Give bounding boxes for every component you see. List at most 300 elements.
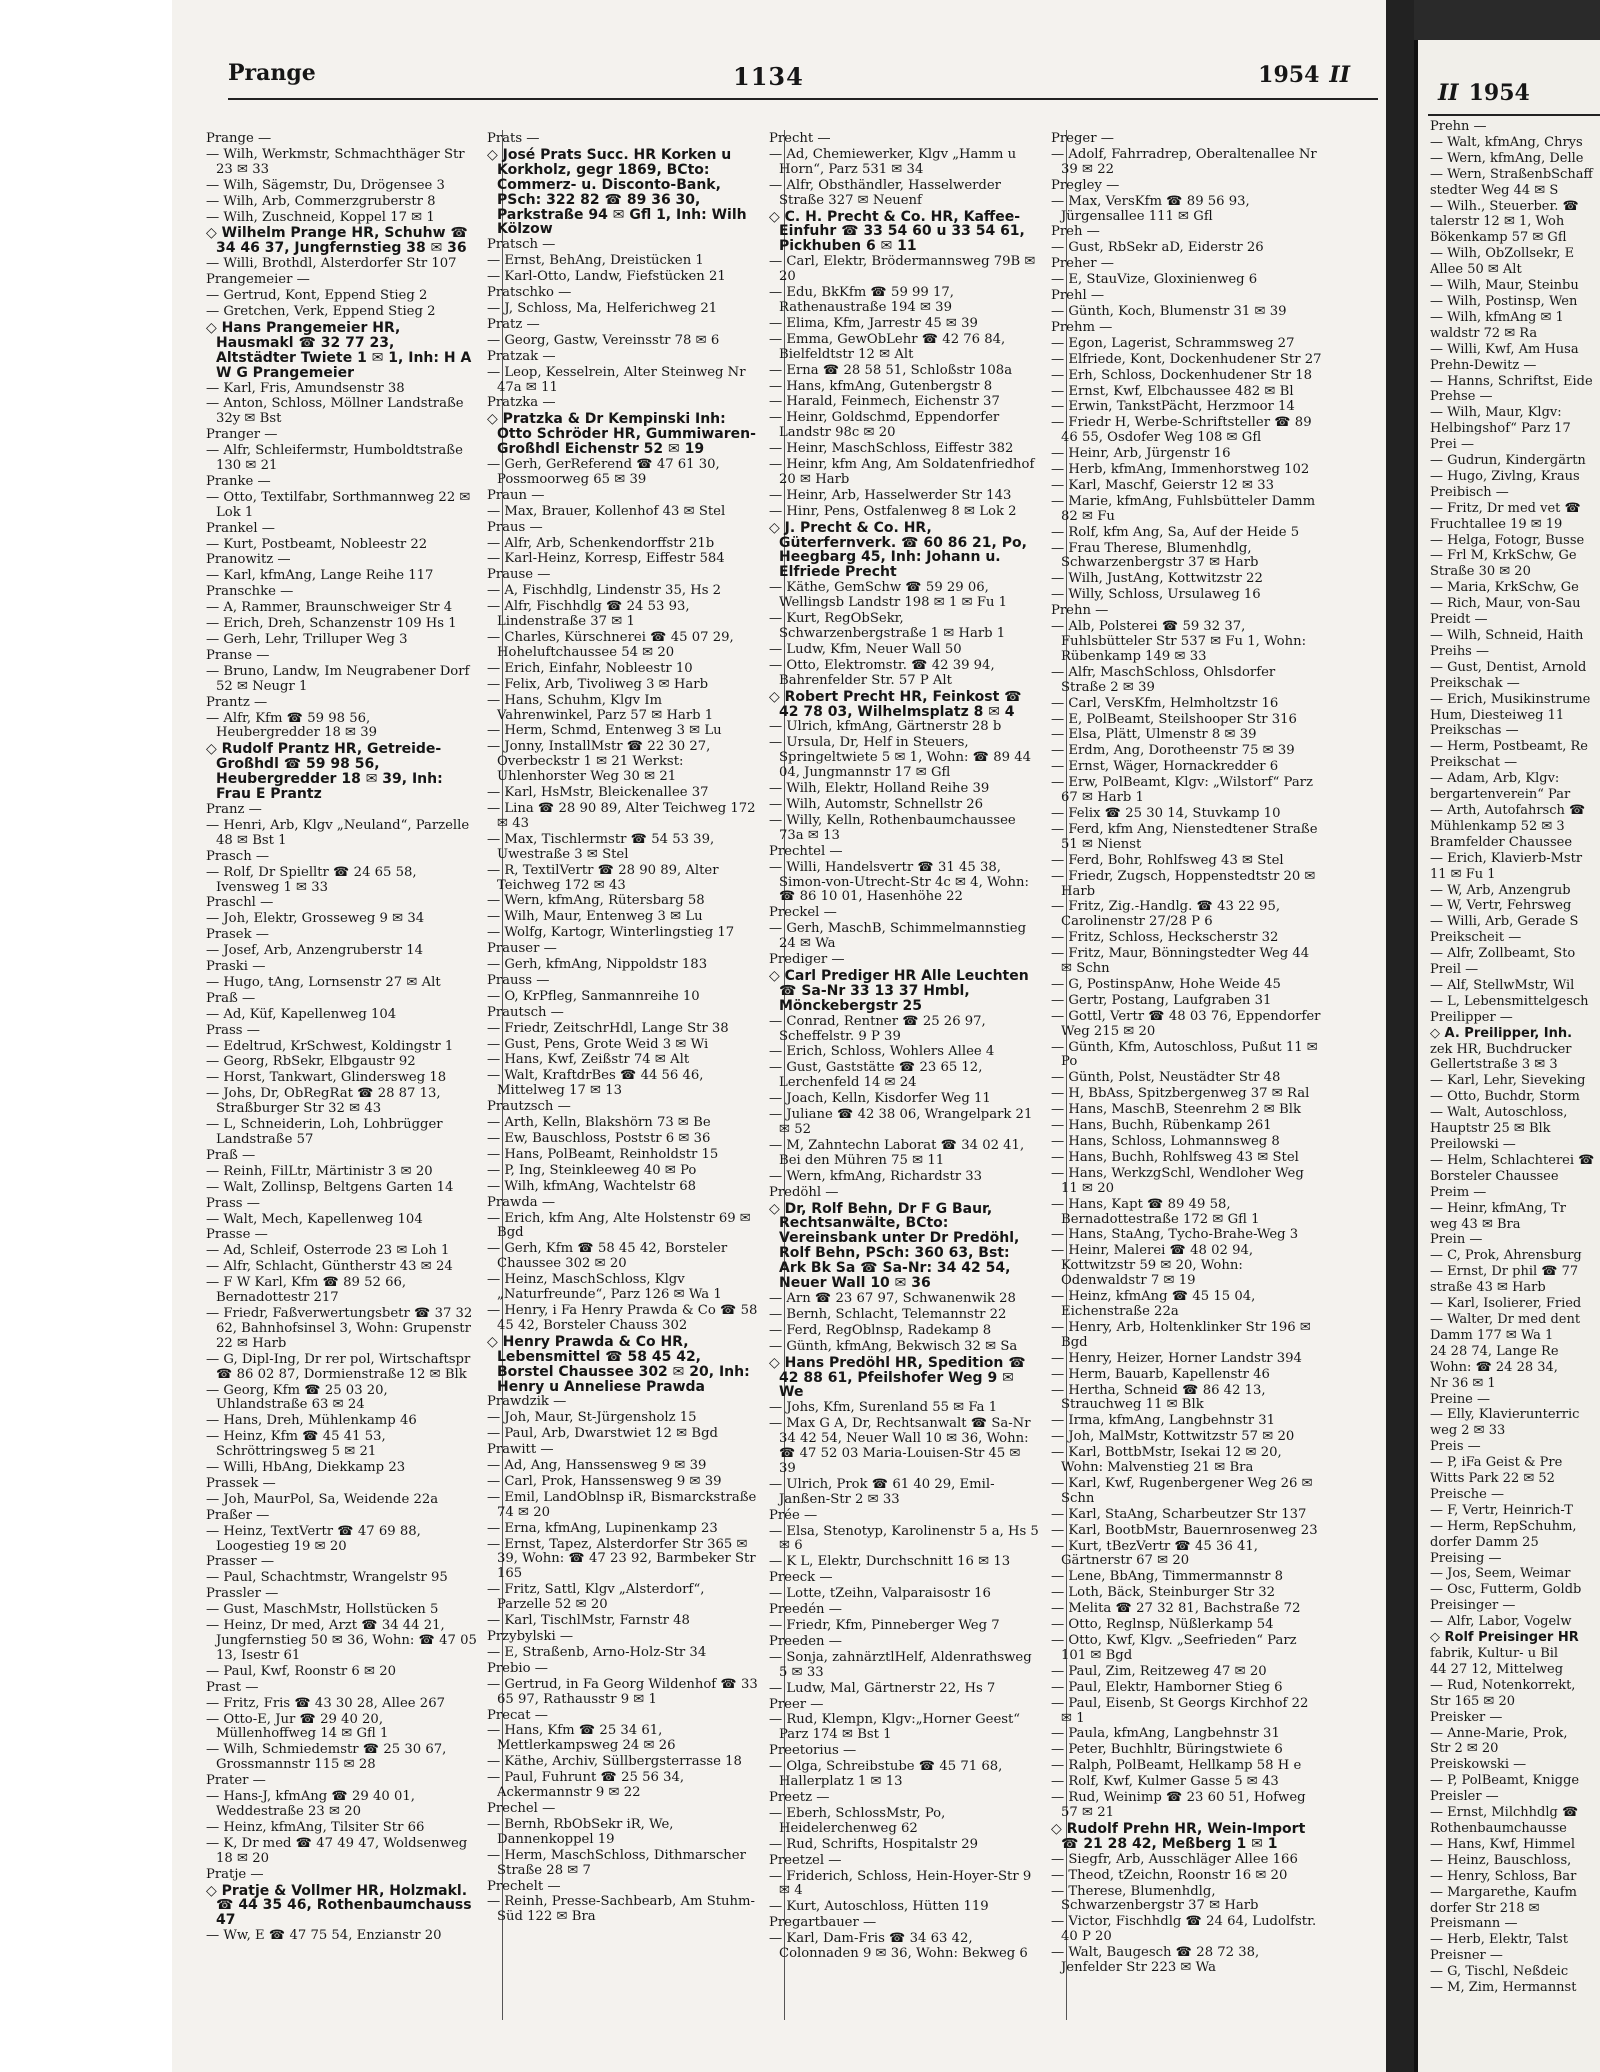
directory-entry: — Heinz, TextVertr ☎ 47 69 88, Loogestieg 19 ✉ 20	[206, 1523, 421, 1554]
directory-entry: — Fritz, Schloss, Heckscherstr 32	[1051, 930, 1279, 946]
directory-entry: ◇ Rudolf Prehn HR, Wein-Import ☎ 21 28 42, Meßberg 1 ✉ 1	[1051, 1820, 1306, 1852]
surname-heading: Prawitt —	[487, 1442, 554, 1458]
directory-entry: — Joach, Kelln, Kisdorfer Weg 11	[769, 1091, 991, 1107]
facing-page-entry: Nr 36 ✉ 1	[1430, 1375, 1496, 1391]
directory-entry: — Rolf, Kwf, Kulmer Gasse 5 ✉ 43	[1051, 1774, 1279, 1790]
directory-entry: — Karl, Dam-Fris ☎ 34 63 42, Colonnaden 9 ✉ 36, Wohn: Bekweg 6	[769, 1931, 1028, 1962]
facing-page-entry: — Willi, Arb, Gerade S	[1430, 914, 1579, 930]
directory-entry: — Frau Therese, Blumenhdlg, Schwarzenbergstr 37 ✉ Harb	[1051, 540, 1259, 571]
facing-page-entry: Mühlenkamp 52 ✉ 3	[1430, 818, 1565, 834]
page-header	[228, 58, 1378, 100]
facing-page-entry: Damm 177 ✉ Wa 1	[1430, 1327, 1554, 1343]
surname-heading: Prantz —	[206, 694, 268, 710]
directory-entry: — Erna, kfmAng, Lupinenkamp 23	[487, 1520, 718, 1536]
directory-entry: — Therese, Blumenhdlg, Schwarzenbergstr 37 ✉ Harb	[1051, 1883, 1259, 1914]
directory-entry: — Siegfr, Arb, Ausschläger Allee 166	[1051, 1851, 1298, 1867]
directory-entry: — Conrad, Rentner ☎ 25 26 97, Scheffelstr. 9 P 39	[769, 1013, 986, 1044]
directory-entry: — Max, Brauer, Kollenhof 43 ✉ Stel	[487, 503, 726, 519]
directory-entry: — Hans, StaAng, Tycho-Brahe-Weg 3	[1051, 1227, 1299, 1243]
directory-entry: ◇ Rudolf Prantz HR, Getreide-Großhdl ☎ 59 98 56, Heubergredder 18 ✉ 39, Inh: Frau E Prantz	[206, 741, 443, 803]
facing-page-entry: Bramfelder Chaussee	[1430, 834, 1573, 850]
surname-heading: Prass —	[206, 1195, 260, 1211]
directory-entry: — Friedr H, Werbe-Schriftsteller ☎ 89 46 55, Osdofer Weg 108 ✉ Gfl	[1051, 415, 1312, 446]
facing-page-entry: — Rich, Maur, von-Sau	[1430, 596, 1581, 612]
surname-heading: Praus —	[487, 519, 543, 535]
book-gutter	[1386, 0, 1414, 2072]
surname-heading: Preedén —	[769, 1602, 842, 1618]
directory-entry: — Elima, Kfm, Jarrestr 45 ✉ 39	[769, 315, 978, 331]
surname-heading: Pregartbauer —	[769, 1915, 877, 1931]
directory-entry: — Ernst, Kwf, Elbchaussee 482 ✉ Bl	[1051, 383, 1294, 399]
directory-entry: — Juliane ☎ 42 38 06, Wrangelpark 21 ✉ 52	[769, 1107, 1033, 1137]
header-year: 1954	[1258, 62, 1320, 88]
directory-entry: — P, Ing, Steinkleeweg 40 ✉ Po	[487, 1162, 697, 1178]
surname-heading: Prasch —	[206, 848, 270, 864]
surname-heading: Prauss —	[487, 972, 550, 988]
directory-entry: — Ulrich, kfmAng, Gärtnerstr 28 b	[769, 719, 1002, 735]
directory-entry: — Käthe, Archiv, Süllbergsterrasse 18	[487, 1754, 742, 1770]
directory-entry: — Ww, E ☎ 47 75 54, Enzianstr 20	[206, 1928, 442, 1944]
directory-entry: — Herm, Schmd, Entenweg 3 ✉ Lu	[487, 723, 722, 739]
directory-entry: — Ludw, Mal, Gärtnerstr 22, Hs 7	[769, 1680, 996, 1696]
directory-entry: — Irma, kfmAng, Langbehnstr 31	[1051, 1413, 1275, 1429]
directory-entry: — J, Schloss, Ma, Helferichweg 21	[487, 300, 718, 316]
directory-entry: — Lene, BbAng, Timmermannstr 8	[1051, 1569, 1284, 1585]
facing-page-entry: — Ernst, Milchhdlg ☎	[1430, 1805, 1579, 1821]
directory-entry: — Gertrud, Kont, Eppend Stieg 2	[206, 288, 428, 304]
directory-entry: — Gretchen, Verk, Eppend Stieg 2	[206, 303, 436, 319]
directory-entry: — Fritz, Zig.-Handlg. ☎ 43 22 95, Carolinenstr 27/28 P 6	[1051, 899, 1281, 930]
directory-entry: — Wilh, Schmiedemstr ☎ 25 30 67, Grossmannstr 115 ✉ 28	[206, 1742, 447, 1773]
directory-entry: — Ernst, Tapez, Alsterdorfer Str 365 ✉ 39, Wohn: ☎ 47 23 92, Barmbeker Str 165	[487, 1536, 756, 1582]
facing-page-entry: — Herb, Elektr, Talst	[1430, 1932, 1568, 1948]
directory-entry: — Herm, MaschSchloss, Dithmarscher Straße 28 ✉ 7	[487, 1847, 746, 1878]
facing-page-entry: — Herm, RepSchuhm,	[1430, 1518, 1577, 1534]
directory-entry: — Wilh, JustAng, Kottwitzstr 22	[1051, 571, 1263, 587]
facing-page-entry: — Heinz, Bauschloss,	[1430, 1852, 1572, 1868]
directory-entry: — Erh, Schloss, Dockenhudener Str 18	[1051, 367, 1313, 383]
directory-entry: — Max, VersKfm ☎ 89 56 93, Jürgensallee 111 ✉ Gfl	[1051, 193, 1250, 224]
surname-heading: Pranowitz —	[206, 552, 291, 568]
directory-entry: — Bernh, RbObSekr iR, We, Dannenkoppel 19	[487, 1816, 674, 1847]
surname-heading: Pregley —	[1051, 177, 1120, 193]
directory-entry: — Hertha, Schneid ☎ 86 42 13, Strauchweg 11 ✉ Blk	[1051, 1382, 1266, 1413]
directory-entry: — Henri, Arb, Klgv „Neuland“, Parzelle 48 ✉ Bst 1	[206, 817, 470, 848]
directory-entry: — E, PolBeamt, Steilshooper Str 316	[1051, 711, 1297, 727]
facing-page-entry: Bökenkamp 57 ✉ Gfl	[1430, 230, 1567, 246]
directory-entry: — Gust, RbSekr aD, Eiderstr 26	[1051, 240, 1264, 256]
directory-entry: — Kurt, tBezVertr ☎ 45 36 41, Gärtnerstr 67 ✉ 20	[1051, 1538, 1258, 1569]
directory-entry: — Paul, Elektr, Hamborner Stieg 6	[1051, 1679, 1283, 1695]
directory-entry: — Wolfg, Kartogr, Winterlingstieg 17	[487, 925, 735, 941]
directory-entry: — Edeltrud, KrSchwest, Koldingstr 1	[206, 1038, 454, 1054]
surname-heading: Praß —	[206, 1147, 256, 1163]
directory-entry: — Alb, Polsterei ☎ 59 32 37, Fuhlsbütteler Str 537 ✉ Fu 1, Wohn: Rübenkamp 149 ✉ 33	[1051, 619, 1307, 664]
directory-entry: — Paul, Zim, Reitzeweg 47 ✉ 20	[1051, 1663, 1267, 1679]
directory-entry: — Walt, Zollinsp, Beltgens Garten 14	[206, 1179, 454, 1195]
surname-heading: Preeden —	[769, 1633, 842, 1649]
facing-page-entry: — Gust, Dentist, Arnold	[1430, 659, 1587, 675]
directory-entry: — R, TextilVertr ☎ 28 90 89, Alter Teichweg 172 ✉ 43	[487, 862, 719, 893]
surname-heading: Preetz —	[769, 1789, 830, 1805]
facing-page	[1414, 40, 1600, 2072]
directory-entry: ◇ José Prats Succ. HR Korken u Korkholz, gegr 1869, BCto: Commerz- u. Disconto-Bank, PSch: 322 82 ☎ 89 36 30, Parkstraße 94 ✉ Gfl 1, Inh: Wilh Kölzow	[487, 146, 747, 238]
directory-entry: — Josef, Arb, Anzengruberstr 14	[206, 943, 424, 959]
directory-entry: — Erw, PolBeamt, Klgv: „Wilstorf“ Parz 67 ✉ Harb 1	[1051, 775, 1313, 806]
facing-page-entry: Prein —	[1430, 1232, 1483, 1248]
directory-entry: — Wilh, kfmAng, Wachtelstr 68	[487, 1178, 697, 1194]
directory-entry: — Henry, Arb, Holtenklinker Str 196 ✉ Bgd	[1051, 1319, 1311, 1350]
surname-heading: Pranse —	[206, 647, 270, 663]
surname-heading: Pratschko —	[487, 285, 572, 301]
directory-column-2	[487, 132, 759, 2042]
directory-entry: — Fritz, Maur, Bönningstedter Weg 44 ✉ Schn	[1051, 946, 1310, 977]
directory-entry: — Johs, Dr, ObRegRat ☎ 28 87 13, Straßburger Str 32 ✉ 43	[206, 1086, 441, 1117]
directory-entry: — E, StauVize, Gloxinienweg 6	[1051, 272, 1258, 288]
directory-entry: — Bernh, Schlacht, Telemannstr 22	[769, 1306, 1007, 1322]
facing-page-entry: Str 165 ✉ 20	[1430, 1693, 1515, 1709]
header-volume: II	[1329, 62, 1350, 88]
directory-entry: — Willi, HbAng, Diekkamp 23	[206, 1460, 406, 1476]
facing-page-entry: — Karl, Isolierer, Fried	[1430, 1296, 1582, 1312]
surname-heading: Preh —	[1051, 224, 1100, 240]
facing-page-entry: Hum, Diesteiweg 11	[1430, 707, 1565, 723]
surname-heading: Prehn —	[1051, 603, 1109, 619]
facing-page-entry: Preis —	[1430, 1439, 1481, 1455]
directory-entry: — G, Dipl-Ing, Dr rer pol, Wirtschaftspr ☎ 86 02 87, Dormienstraße 12 ✉ Blk	[206, 1351, 471, 1382]
facing-page-entry: dorfer Damm 25	[1430, 1534, 1539, 1550]
facing-page-entry: talerstr 12 ✉ 1, Woh	[1430, 214, 1565, 230]
facing-page-entry: dorfer Str 218 ✉	[1430, 1900, 1540, 1916]
directory-entry: — Melita ☎ 27 32 81, Bachstraße 72	[1051, 1601, 1301, 1617]
directory-entry: — Georg, Kfm ☎ 25 03 20, Uhlandstraße 63 ✉ 24	[206, 1382, 388, 1413]
directory-entry: — Käthe, GemSchw ☎ 59 29 06, Wellingsb Landstr 198 ✉ 1 ✉ Fu 1	[769, 580, 1008, 611]
directory-entry: — Alfr, Obsthändler, Hasselwerder Straße 327 ✉ Neuenf	[769, 177, 1001, 208]
facing-page-entry: — Alf, StellwMstr, Wil	[1430, 977, 1575, 993]
facing-page-entry: Str 2 ✉ 20	[1430, 1741, 1499, 1757]
directory-entry: — Ernst, BehAng, Dreistücken 1	[487, 253, 704, 269]
directory-entry: — Karl, Maschf, Geierstr 12 ✉ 33	[1051, 477, 1275, 493]
directory-entry: — Gottl, Vertr ☎ 48 03 76, Eppendorfer Weg 215 ✉ 20	[1051, 1008, 1321, 1039]
facing-page-entry: — Otto, Buchdr, Storm	[1430, 1089, 1580, 1105]
directory-entry: — Karl, kfmAng, Lange Reihe 117	[206, 568, 434, 584]
facing-page-entry: — Adam, Arb, Klgv:	[1430, 771, 1560, 787]
directory-entry: — Alfr, Fischhdlg ☎ 24 53 93, Lindenstraße 37 ✉ 1	[487, 599, 690, 630]
directory-entry: — Gerh, Lehr, Trilluper Weg 3	[206, 632, 408, 647]
facing-page-entry: waldstr 72 ✉ Ra	[1430, 325, 1538, 341]
directory-entry: — Friedr, Kfm, Pinneberger Weg 7	[769, 1618, 1000, 1633]
facing-page-entry: Prei —	[1430, 437, 1474, 453]
directory-entry: — Heinr, Arb, Jürgenstr 16	[1051, 446, 1231, 462]
directory-entry: — Hinr, Pens, Ostfalenweg 8 ✉ Lok 2	[769, 503, 1017, 519]
directory-entry: — Karl, BottbMstr, Isekai 12 ✉ 20, Wohn: Malvenstieg 21 ✉ Bra	[1051, 1445, 1282, 1476]
directory-column-3	[769, 132, 1041, 2042]
facing-page-entry: — Wilh, Schneid, Haith	[1430, 628, 1584, 643]
facing-page-entry: — G, Tischl, Neßdeic	[1430, 1964, 1569, 1980]
facing-page-entry: stedter Weg 44 ✉ S	[1430, 182, 1559, 198]
surname-heading: Prebio —	[487, 1660, 548, 1676]
directory-entry: — Hans-J, kfmAng ☎ 29 40 01, Weddestraße 23 ✉ 20	[206, 1789, 415, 1819]
facing-page-entry: Preim —	[1430, 1184, 1487, 1200]
directory-entry: — Otto-E, Jur ☎ 29 40 20, Müllenhoffweg 14 ✉ Gfl 1	[206, 1711, 389, 1742]
directory-entry: ◇ C. H. Precht & Co. HR, Kaffee-Einfuhr ☎ 33 54 60 u 33 54 61, Pickhuben 6 ✉ 11	[769, 208, 1025, 255]
facing-page-entry: — Walt, Autoschloss,	[1430, 1105, 1568, 1121]
facing-page-entry: 24 28 74, Lange Re	[1430, 1343, 1559, 1359]
directory-entry: — Ludw, Kfm, Neuer Wall 50	[769, 641, 962, 657]
facing-page-entry: — P, iFa Geist & Pre	[1430, 1455, 1563, 1471]
facing-page-entry: — Wilh, Maur, Steinbu	[1430, 278, 1579, 294]
directory-entry: — Edu, BkKfm ☎ 59 99 17, Rathenaustraße 194 ✉ 39	[769, 285, 954, 315]
directory-entry: — Heinz, Dr med, Arzt ☎ 34 44 21, Jungfernstieg 50 ✉ 36, Wohn: ☎ 47 05 13, Isestr 61	[206, 1618, 477, 1663]
directory-entry: — Paula, kfmAng, Langbehnstr 31	[1051, 1726, 1280, 1742]
surname-heading: Prauser —	[487, 941, 557, 957]
facing-page-entry: Prehn —	[1430, 119, 1487, 134]
directory-entry: — Bruno, Landw, Im Neugrabener Dorf 52 ✉ Neugr 1	[206, 663, 470, 694]
directory-entry: — Reinh, FilLtr, Märtinistr 3 ✉ 20	[206, 1163, 433, 1179]
directory-entry: ◇ Carl Prediger HR Alle Leuchten ☎ Sa-Nr 33 13 37 Hmbl, Mönckebergstr 25	[769, 967, 1029, 1014]
facing-page-entry: Preiskowski —	[1430, 1757, 1527, 1773]
facing-page-entry: Wohn: ☎ 24 28 34,	[1430, 1359, 1558, 1375]
facing-page-entry: — Karl, Lehr, Sieveking	[1430, 1073, 1586, 1089]
directory-entry: — Karl, Fris, Amundsenstr 38	[206, 380, 405, 396]
directory-entry: — E, Straßenb, Arno-Holz-Str 34	[487, 1644, 707, 1660]
directory-entry: — Leop, Kesselrein, Alter Steinweg Nr 47a ✉ 11	[487, 364, 746, 395]
facing-page-entry: — Helga, Fotogr, Busse	[1430, 532, 1585, 548]
directory-entry: — Alfr, Kfm ☎ 59 98 56, Heubergredder 18 ✉ 39	[206, 710, 378, 741]
directory-entry: — Jonny, InstallMstr ☎ 22 30 27, Overbeckstr 1 ✉ 21 Werkst: Uhlenhorster Weg 30 ✉ 21	[487, 739, 711, 785]
directory-entry: — Hans, Kapt ☎ 89 49 58, Bernadottestraße 172 ✉ Gfl 1	[1051, 1196, 1260, 1227]
directory-entry: — Wilh, Elektr, Holland Reihe 39	[769, 781, 990, 797]
directory-entry: — Wilh, Sägemstr, Du, Drögensee 3	[206, 177, 445, 193]
directory-entry: — Alfr, Schlacht, Güntherstr 43 ✉ 24	[206, 1259, 453, 1275]
directory-entry: — Otto, Kwf, Klgv. „Seefrieden“ Parz 101 ✉ Bgd	[1051, 1633, 1297, 1663]
surname-heading: Prassler —	[206, 1586, 279, 1602]
directory-entry: — Gust, Pens, Grote Weid 3 ✉ Wi	[487, 1036, 709, 1052]
directory-entry: ◇ Pratje & Vollmer HR, Holzmakl. ☎ 44 35 46, Rothenbaumchauss 47	[206, 1882, 472, 1929]
surname-heading: Preckel —	[769, 905, 837, 921]
facing-page-entry: — Jos, Seem, Weimar	[1430, 1566, 1571, 1582]
directory-entry: — Erich, Einfahr, Nobleestr 10	[487, 660, 693, 676]
facing-page-entry: — Elly, Klavierunterric	[1430, 1407, 1580, 1423]
facing-page-entry: — Fritz, Dr med vet ☎	[1430, 500, 1581, 516]
directory-entry: — Ernst, Wäger, Hornackredder 6	[1051, 759, 1279, 775]
directory-entry: — Max, Tischlermstr ☎ 54 53 39, Uwestraße 3 ✉ Stel	[487, 831, 715, 862]
facing-page-entry: — Wilh., Steuerber. ☎	[1430, 198, 1579, 214]
directory-entry: — Günth, Koch, Blumenstr 31 ✉ 39	[1051, 303, 1287, 319]
directory-entry: — F W Karl, Kfm ☎ 89 52 66, Bernadottestr 217	[206, 1275, 407, 1306]
facing-page-entry: — Wilh, Postinsp, Wen	[1430, 293, 1578, 309]
directory-entry: — Rud, Schrifts, Hospitalstr 29	[769, 1836, 978, 1852]
facing-page-entry: — Wern, kfmAng, Delle	[1430, 150, 1584, 166]
directory-entry: — Felix, Arb, Tivoliweg 3 ✉ Harb	[487, 676, 709, 692]
facing-page-entry: — Wilh, Maur, Klgv:	[1430, 405, 1562, 421]
directory-entry: — Otto, Reglnsp, Nüßlerkamp 54	[1051, 1617, 1274, 1633]
surname-heading: Prasse —	[206, 1227, 268, 1243]
surname-heading: Prehl —	[1051, 288, 1105, 304]
directory-entry: — Herb, kfmAng, Immenhorstweg 102	[1051, 462, 1310, 478]
directory-columns	[206, 132, 1322, 2042]
directory-entry: — Joh, Maur, St-Jürgensholz 15	[487, 1410, 697, 1426]
facing-page-entry: weg 43 ✉ Bra	[1430, 1216, 1521, 1232]
directory-entry: — Hans, kfmAng, Gutenbergstr 8	[769, 378, 993, 394]
directory-entry: — Karl-Otto, Landw, Fiefstücken 21	[487, 269, 726, 285]
page-number: 1134	[733, 62, 804, 91]
directory-entry: — A, Rammer, Braunschweiger Str 4	[206, 600, 453, 616]
directory-entry: — Hans, Dreh, Mühlenkamp 46	[206, 1413, 417, 1429]
facing-page-entry: Preikschat —	[1430, 755, 1518, 771]
facing-page-entry: — P, PolBeamt, Knigge	[1430, 1773, 1580, 1789]
facing-page-entry: — W, Vertr, Fehrsweg	[1430, 898, 1572, 914]
directory-entry: — Ferd, Bohr, Rohlfsweg 43 ✉ Stel	[1051, 852, 1284, 868]
directory-entry: — Ferd, kfm Ang, Nienstedtener Straße 51 ✉ Nienst	[1051, 821, 1318, 852]
directory-entry: — K L, Elektr, Durchschnitt 16 ✉ 13	[769, 1554, 1011, 1570]
surname-heading: Prechel —	[487, 1800, 556, 1816]
facing-page-entry: Preisinger —	[1430, 1598, 1516, 1614]
facing-page-entry: Preisner —	[1430, 1948, 1503, 1964]
directory-column-4	[1051, 132, 1323, 2042]
directory-entry: — L, Schneiderin, Loh, Lohbrügger Landstraße 57	[206, 1117, 443, 1147]
facing-page-entry: — Alfr, Labor, Vogelw	[1430, 1614, 1572, 1630]
facing-page-entry: Preine —	[1430, 1391, 1491, 1407]
facing-page-entry: — Heinr, kfmAng, Tr	[1430, 1200, 1566, 1216]
directory-entry: — Erwin, TankstPächt, Herzmoor 14	[1051, 399, 1295, 415]
surname-heading: Prée —	[769, 1507, 818, 1523]
facing-page-entry: — Osc, Futterm, Goldb	[1430, 1582, 1582, 1598]
directory-entry: — Willy, Kelln, Rothenbaumchaussee 73a ✉ 13	[769, 812, 1016, 843]
directory-entry: — Ad, Schleif, Osterrode 23 ✉ Loh 1	[206, 1243, 450, 1259]
directory-entry: — Rud, Weinimp ☎ 23 60 51, Hofweg 57 ✉ 21	[1051, 1790, 1306, 1820]
surname-heading: Prawdzik —	[487, 1394, 567, 1410]
surname-heading: Preher —	[1051, 256, 1114, 272]
directory-entry: — Carl, Elektr, Brödermannsweg 79B ✉ 20	[769, 254, 1036, 285]
surname-heading: Preetorius —	[769, 1743, 857, 1759]
directory-entry: — Alfr, Schleifermstr, Humboldtstraße 130 ✉ 21	[206, 443, 463, 474]
facing-page-entry: 44 27 12, Mittelweg	[1430, 1661, 1564, 1677]
facing-page-entry: straße 43 ✉ Harb	[1430, 1280, 1546, 1296]
facing-page-entry: Preikscheit —	[1430, 930, 1522, 946]
facing-page-entry: — Wilh, ObZollsekr, E	[1430, 246, 1575, 262]
directory-entry: — Karl, Kwf, Rugenbergener Weg 26 ✉ Schn	[1051, 1475, 1313, 1506]
facing-page-entry: Preikschak —	[1430, 675, 1520, 691]
directory-entry: — Paul, Arb, Dwarstwiet 12 ✉ Bgd	[487, 1426, 718, 1442]
facing-page-entry: Preidt —	[1430, 612, 1488, 628]
directory-entry: — Kurt, Autoschloss, Hütten 119	[769, 1899, 989, 1915]
directory-entry: — Herm, Bauarb, Kapellenstr 46	[1051, 1366, 1270, 1382]
directory-entry: — Alfr, Arb, Schenkendorffstr 21b	[487, 535, 715, 551]
directory-entry: — Heinr, Malerei ☎ 48 02 94, Kottwitzstr 59 ✉ 20, Wohn: Odenwaldstr 7 ✉ 19	[1051, 1243, 1254, 1289]
surname-heading: Prassek —	[206, 1475, 276, 1491]
header-surname: Prange	[228, 60, 316, 86]
surname-heading: Prediger —	[769, 952, 845, 968]
surname-heading: Pratzka —	[487, 395, 556, 411]
facing-page-entry: weg 2 ✉ 33	[1430, 1423, 1506, 1439]
surname-heading: Prange —	[206, 132, 272, 146]
directory-entry: — Arth, Kelln, Blakshörn 73 ✉ Be	[487, 1115, 711, 1131]
directory-entry: — Heinr, MaschSchloss, Eiffestr 382	[769, 441, 1014, 457]
facing-page-entry: Prehse —	[1430, 389, 1493, 405]
facing-page-entry: — Helm, Schlachterei ☎	[1430, 1152, 1595, 1168]
facing-page-entry: Preische —	[1430, 1486, 1504, 1502]
directory-entry: — Gertr, Postang, Laufgraben 31	[1051, 992, 1272, 1008]
directory-entry: — Ulrich, Prok ☎ 61 40 29, Emil-Janßen-Str 2 ✉ 33	[769, 1476, 995, 1507]
facing-page-entry: Preising —	[1430, 1550, 1502, 1566]
directory-entry: — Egon, Lagerist, Schrammsweg 27	[1051, 335, 1295, 351]
facing-page-entry: Preisker —	[1430, 1709, 1503, 1725]
directory-entry: — Joh, MalMstr, Kottwitzstr 57 ✉ 20	[1051, 1429, 1295, 1445]
directory-entry: — Erich, Dreh, Schanzenstr 109 Hs 1	[206, 616, 457, 632]
surname-heading: Pranger —	[206, 427, 278, 443]
directory-entry: — Karl, HsMstr, Bleickenallee 37	[487, 785, 709, 801]
directory-entry: — Willy, Schloss, Ursulaweg 16	[1051, 587, 1261, 603]
facing-page-entry: — Erich, Klavierb-Mstr	[1430, 850, 1583, 866]
facing-page-entry: — Wilh, kfmAng ✉ 1	[1430, 309, 1564, 325]
facing-page-entry: Preisler —	[1430, 1789, 1499, 1805]
facing-page-entry: Borsteler Chaussee	[1430, 1168, 1559, 1184]
directory-entry: — Gust, MaschMstr, Hollstücken 5	[206, 1602, 439, 1618]
surname-heading: Pranschke —	[206, 584, 294, 600]
directory-entry: — Karl, BootbMstr, Bauernrosenweg 23	[1051, 1522, 1318, 1538]
surname-heading: Pratzak —	[487, 348, 556, 364]
facing-page-entry: Preismann —	[1430, 1916, 1518, 1932]
directory-entry: ◇ Pratzka & Dr Kempinski Inh: Otto Schröder HR, Gummiwaren-Großhdl Eichenstr 52 ✉ 19	[487, 411, 756, 458]
directory-entry: — Willi, Brothdl, Alsterdorfer Str 107	[206, 256, 457, 272]
directory-entry: — Sonja, zahnärztlHelf, Aldenrathsweg 5 ✉ 33	[769, 1649, 1032, 1680]
facing-page-entry: Prehn-Dewitz —	[1430, 357, 1537, 373]
directory-entry: — Heinr, kfm Ang, Am Soldatenfriedhof 20 ✉ Harb	[769, 457, 1035, 487]
facing-page-entry: — Frl M, KrkSchw, Ge	[1430, 548, 1577, 564]
directory-entry: — Adolf, Fahrradrep, Oberaltenallee Nr 39 ✉ 22	[1051, 146, 1317, 177]
facing-page-entry: — Hugo, Zivlng, Kraus	[1430, 468, 1580, 484]
directory-entry: — Hans, WerkzgSchl, Wendloher Weg 11 ✉ 20	[1051, 1165, 1304, 1196]
directory-entry: — Georg, Gastw, Vereinsstr 78 ✉ 6	[487, 332, 720, 348]
facing-page-entry: Allee 50 ✉ Alt	[1430, 262, 1522, 278]
surname-heading: Preger —	[1051, 132, 1114, 146]
directory-entry: — Wilh, Automstr, Schnellstr 26	[769, 796, 984, 812]
directory-entry: — Erdm, Ang, Dorotheenstr 75 ✉ 39	[1051, 743, 1295, 759]
directory-entry: — Hans, Kfm ☎ 25 34 61, Mettlerkampsweg 24 ✉ 26	[487, 1723, 676, 1754]
surname-heading: Prats —	[487, 132, 540, 146]
directory-entry: — Reinh, Presse-Sachbearb, Am Stuhm-Süd 122 ✉ Bra	[487, 1894, 755, 1925]
directory-entry: — Heinr, Goldschmd, Eppendorfer Landstr 98c ✉ 20	[769, 410, 1000, 441]
directory-entry: — Wilh, Zuschneid, Koppel 17 ✉ 1	[206, 209, 435, 225]
directory-entry: — Kurt, Postbeamt, Nobleestr 22	[206, 536, 428, 552]
facing-page-entry: ◇ Rolf Preisinger HR	[1430, 1630, 1579, 1646]
facing-page-entry: — Willi, Kwf, Am Husa	[1430, 341, 1579, 357]
directory-entry: — Wilh, Arb, Commerzgruberstr 8	[206, 193, 436, 209]
directory-entry: — Hans, Buchh, Rohlfsweg 43 ✉ Stel	[1051, 1149, 1299, 1165]
facing-page-entry: — F, Vertr, Heinrich-T	[1430, 1502, 1573, 1518]
directory-entry: — Karl, TischlMstr, Farnstr 48	[487, 1613, 690, 1629]
surname-heading: Pratje —	[206, 1866, 264, 1882]
directory-entry: — Otto, Textilfabr, Sorthmannweg 22 ✉ Lok 1	[206, 489, 471, 520]
directory-entry: — Eberh, SchlossMstr, Po, Heidelerchenweg 62	[769, 1805, 946, 1836]
directory-entry: — Paul, Kwf, Roonstr 6 ✉ 20	[206, 1663, 397, 1679]
directory-entry: — Erna ☎ 28 58 51, Schloßstr 108a	[769, 362, 1013, 378]
directory-entry: — G, PostinspAnw, Hohe Weide 45	[1051, 976, 1281, 992]
facing-header-year: 1954	[1468, 80, 1530, 106]
facing-header-rule	[1428, 114, 1600, 116]
directory-entry: — Rolf, kfm Ang, Sa, Auf der Heide 5	[1051, 524, 1300, 540]
facing-page-entry: fabrik, Kultur- u Bil	[1430, 1646, 1559, 1661]
directory-entry: — Hans, PolBeamt, Reinholdstr 15	[487, 1146, 719, 1162]
surname-heading: Prangemeier —	[206, 272, 310, 288]
facing-page-entry: Preilowski —	[1430, 1137, 1516, 1152]
directory-entry: — H, BbAss, Spitzbergenweg 37 ✉ Ral	[1051, 1086, 1310, 1102]
directory-entry: — Günth, kfmAng, Bekwisch 32 ✉ Sa	[769, 1338, 1018, 1354]
facing-page-entry: ◇ A. Preilipper, Inh.	[1430, 1025, 1573, 1041]
facing-page-entry: zek HR, Buchdrucker	[1430, 1041, 1572, 1057]
directory-entry: — Heinz, MaschSchloss, Klgv „Naturfreunde“, Parz 126 ✉ Wa 1	[487, 1272, 722, 1303]
